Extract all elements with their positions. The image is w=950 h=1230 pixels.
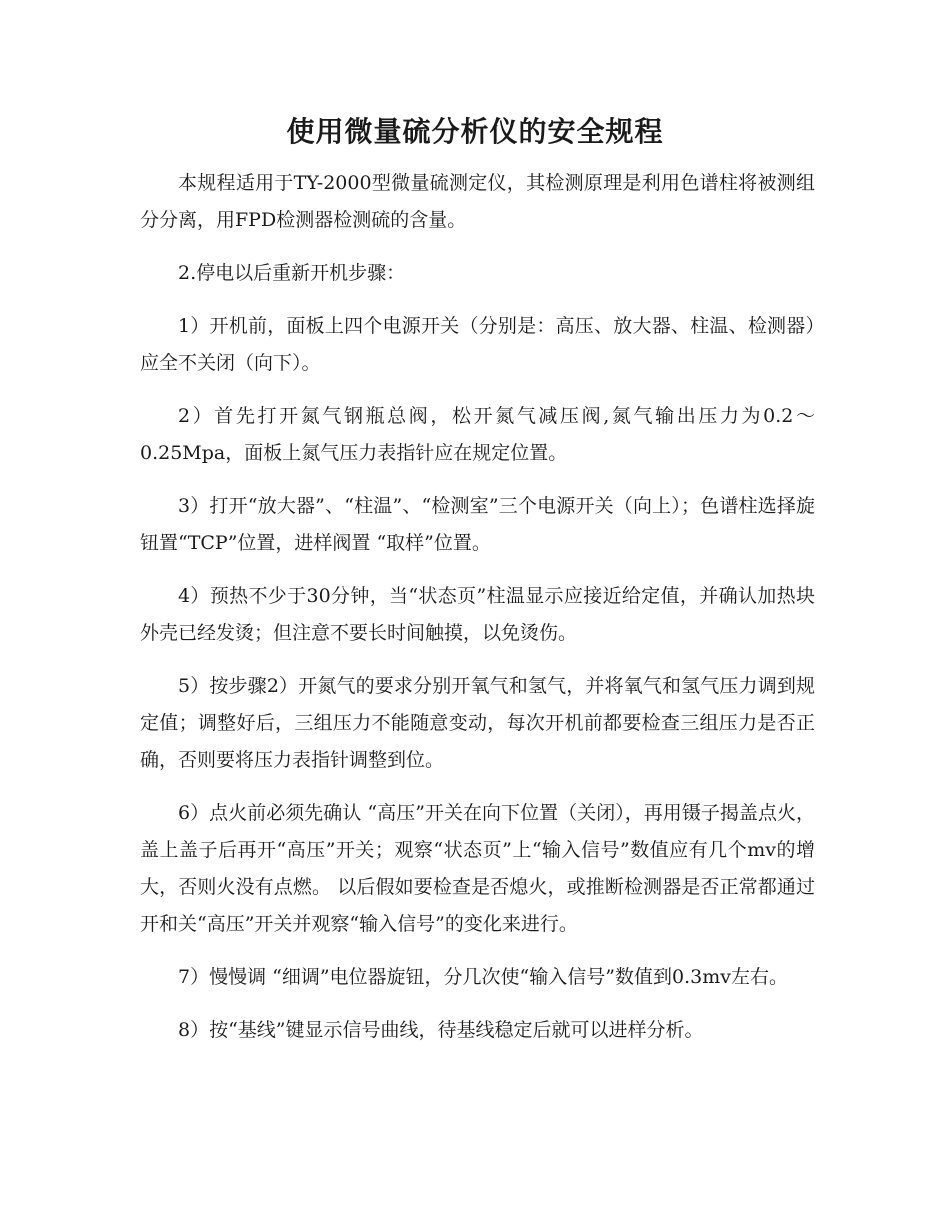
document-body [140,165,815,1049]
paragraph-step-5: 5）按步骤2）开氮气的要求分别开氧气和氢气，并将氧气和氢气压力调到规定值；调整好后，三组压力不能随意变动，每次开机前都要检查三组压力是否正确，否则要将压力表指针调整到位。 [140,675,815,771]
paragraph-step-2: 2）首先打开氮气钢瓶总阀，松开氮气减压阀,氮气输出压力为0.2～0.25Mpa，面板上氮气压力表指针应在规定位置。 [140,405,815,464]
paragraph-step-3: 3）打开“放大器”、“柱温”、“检测室”三个电源开关（向上）；色谱柱选择旋钮置“TCP”位置，进样阀置 “取样”位置。 [140,495,815,554]
paragraph-intro: 本规程适用于TY-2000型微量硫测定仪，其检测原理是利用色谱柱将被测组分分离，用FPD检测器检测硫的含量。 [140,172,815,231]
paragraph-step-4: 4）预热不少于30分钟，当“状态页”柱温显示应接近给定值，并确认加热块外壳已经发烫；但注意不要长时间触摸，以免烫伤。 [140,585,815,644]
paragraph-section-heading: 2.停电以后重新开机步骤： [178,262,406,284]
paragraph-step-1: 1）开机前，面板上四个电源开关（分别是：高压、放大器、柱温、检测器）应全不关闭（向下）。 [140,315,815,374]
paragraph-step-8: 8）按“基线”键显示信号曲线，待基线稳定后就可以进样分析。 [178,1019,704,1041]
paragraph-step-6: 6）点火前必须先确认 “高压”开关在向下位置（关闭），再用镊子揭盖点火，盖上盖子后再开“高压”开关；观察“状态页”上“输入信号”数值应有几个mv的增大，否则火没有点燃。 以后假如要检查是否熄火，或推断检测器是否正常都通过开和关“高压”开关并观察“输入信号”的变化来进行。 [140,802,815,935]
paragraph-step-7: 7）慢慢调 “细调”电位器旋钮，分几次使“输入信号”数值到0.3mv左右。 [178,966,788,988]
document-title: 使用微量硫分析仪的安全规程 [286,115,664,148]
